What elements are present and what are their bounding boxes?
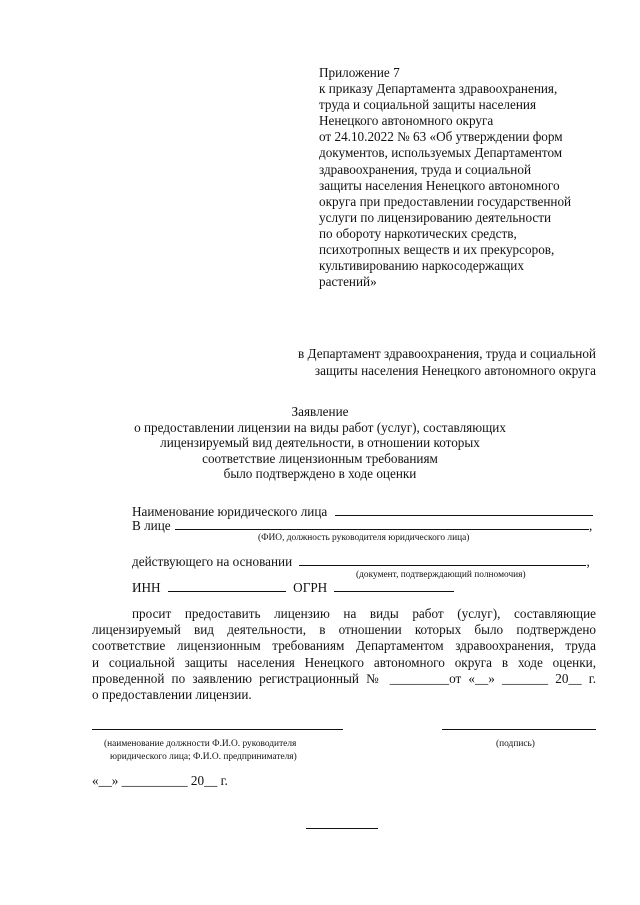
basis-label: действующего на основании [132, 554, 293, 569]
person-label: В лице [132, 518, 171, 533]
appendix-line: психотропных веществ и их прекурсоров, [319, 242, 555, 258]
appendix-line: культивированию наркосодержащих [319, 258, 524, 274]
basis-comma: , [586, 554, 590, 569]
basis-hint: (документ, подтверждающий полномочия) [356, 570, 526, 580]
person-row [132, 517, 592, 534]
recipient-block [298, 346, 596, 379]
paragraph-line: соответствие лицензионным требованиям Департаментом здравоохранения, труда [92, 638, 596, 654]
appendix-header [319, 65, 571, 290]
signature-line[interactable] [442, 729, 596, 730]
title-line: соответствие лицензионным требованиям [202, 450, 438, 466]
appendix-line: по обороту наркотических средств, [319, 225, 517, 241]
signature-hint: (подпись) [496, 739, 535, 749]
closing-rule [306, 828, 378, 829]
title-line: было подтверждено в ходе оценки [223, 466, 417, 482]
appendix-line: услуги по лицензированию деятельности [319, 209, 552, 225]
org-name-label: Наименование юридического лица [132, 504, 328, 519]
request-paragraph [92, 606, 596, 703]
person-hint: (ФИО, должность руководителя юридического лица) [258, 533, 470, 543]
appendix-line: Ненецкого автономного округа [319, 113, 494, 129]
position-signature-line[interactable] [92, 729, 343, 730]
paragraph-line: проведенной по заявлению регистрационный № _________от «__» _______ 20__ г. [92, 670, 596, 686]
inn-field[interactable] [168, 579, 286, 592]
appendix-line: документов, используемых Департаментом [319, 145, 563, 161]
document-title [0, 404, 640, 482]
position-hint-2: юридического лица; Ф.И.О. предпринимателя) [110, 752, 297, 762]
paragraph-line: и социальной защиты населения Ненецкого автономного округа в ходе оценки, [92, 654, 596, 670]
org-name-field[interactable] [335, 503, 593, 516]
position-hint-1: (наименование должности Ф.И.О. руководителя [104, 739, 297, 749]
appendix-line: растений» [319, 274, 377, 290]
appendix-line: к приказу Департамента здравоохранения, [319, 81, 558, 97]
person-comma: , [588, 518, 593, 533]
inn-ogrn-row [132, 579, 454, 596]
appendix-line: Приложение 7 [319, 65, 400, 80]
title-line: лицензируемый вид деятельности, в отношении которых [160, 435, 480, 451]
person-field[interactable] [175, 517, 589, 530]
ogrn-field[interactable] [334, 579, 454, 592]
appendix-line: защиты населения Ненецкого автономного [319, 177, 560, 193]
paragraph-line: просит предоставить лицензию на виды работ (услуг), составляющие [132, 606, 596, 621]
inn-label: ИНН [132, 580, 161, 595]
paragraph-line: о предоставлении лицензии. [92, 687, 252, 703]
basis-row [132, 553, 590, 570]
appendix-line: округа при предоставлении государственной [319, 193, 572, 209]
date-line[interactable]: «__» __________ 20__ г. [92, 773, 228, 788]
title-line: о предоставлении лицензии на виды работ (услуг), составляющих [134, 419, 506, 435]
recipient-line: защиты населения Ненецкого автономного округа [314, 362, 596, 378]
paragraph-line: лицензируемый вид деятельности, в отношении которых было подтверждено [92, 622, 596, 638]
ogrn-label: ОГРН [293, 580, 328, 595]
appendix-line: от 24.10.2022 № 63 «Об утверждении форм [319, 129, 563, 145]
title-line: Заявление [291, 404, 349, 419]
appendix-line: труда и социальной защиты населения [319, 97, 537, 113]
basis-field[interactable] [299, 553, 586, 566]
appendix-line: здравоохранения, труда и социальной [319, 161, 532, 177]
recipient-line: в Департамент здравоохранения, труда и социальной [298, 346, 596, 361]
